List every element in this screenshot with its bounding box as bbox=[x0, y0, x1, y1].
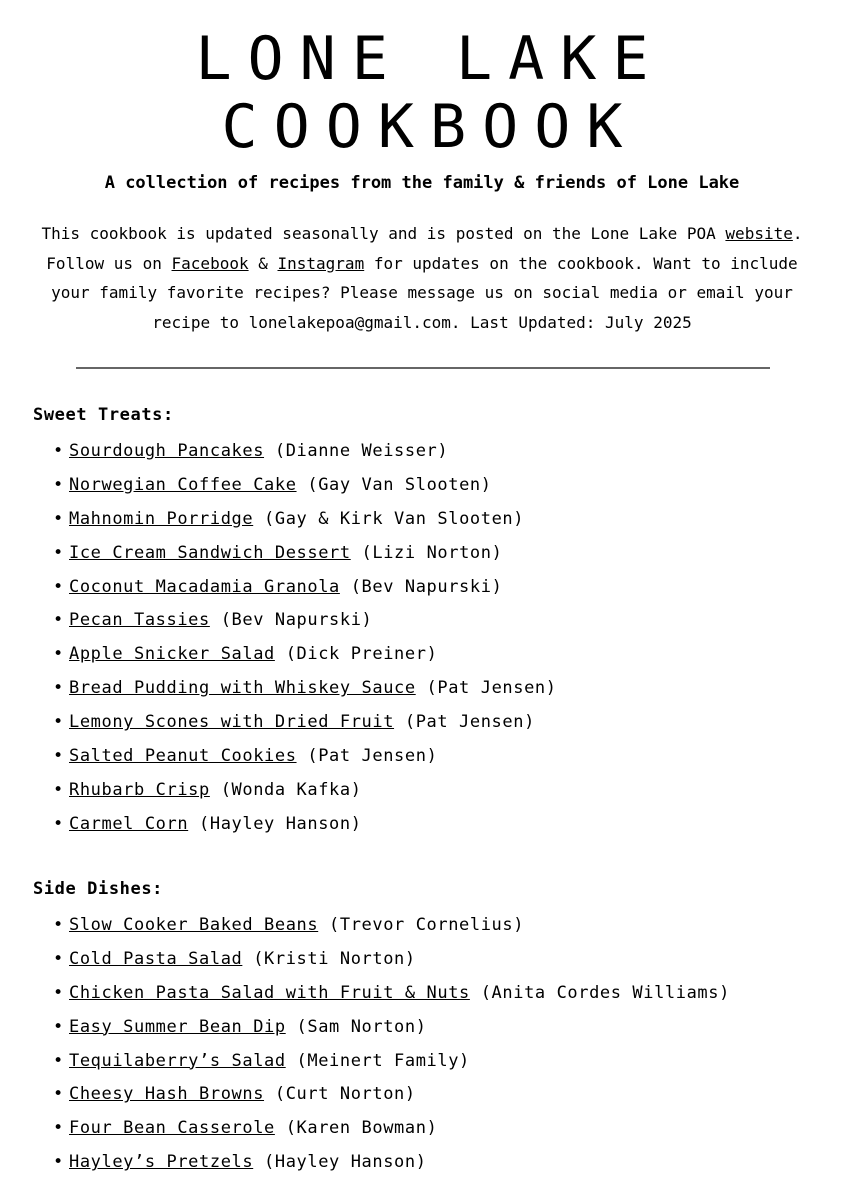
recipe-author: (Anita Cordes Williams) bbox=[469, 982, 730, 1003]
list-item bbox=[47, 674, 557, 708]
list-item bbox=[47, 1013, 730, 1047]
recipe-link[interactable]: Mahnomin Porridge bbox=[69, 508, 254, 529]
recipe-link[interactable]: Tequilaberry’s Salad bbox=[69, 1050, 286, 1071]
bullet-icon: • bbox=[53, 813, 64, 834]
list-item bbox=[47, 471, 557, 505]
list-item bbox=[47, 1148, 730, 1182]
recipe-author: (Dianne Weisser) bbox=[264, 441, 449, 461]
recipe-author: (Curt Norton) bbox=[264, 1084, 416, 1105]
recipe-author: (Hayley Hanson) bbox=[188, 813, 362, 834]
recipe-link[interactable]: Easy Summer Bean Dip bbox=[69, 1016, 286, 1037]
list-item bbox=[47, 539, 557, 573]
instagram-link[interactable]: Instagram bbox=[277, 253, 365, 273]
list-item bbox=[47, 606, 557, 640]
recipe-list-side-dishes bbox=[47, 911, 730, 1182]
recipe-author: (Karen Bowman) bbox=[274, 1118, 438, 1139]
bullet-icon: • bbox=[53, 576, 64, 597]
recipe-link[interactable]: Four Bean Casserole bbox=[69, 1118, 275, 1139]
recipe-link[interactable]: Slow Cooker Baked Beans bbox=[69, 915, 319, 935]
recipe-author: (Bev Napurski) bbox=[209, 610, 373, 631]
bullet-icon: • bbox=[53, 1118, 64, 1139]
recipe-link[interactable]: Salted Peanut Cookies bbox=[69, 746, 297, 767]
recipe-author: (Wonda Kafka) bbox=[209, 779, 362, 800]
section-heading-sweet-treats: Sweet Treats: bbox=[33, 405, 174, 425]
recipe-author: (Hayley Hanson) bbox=[253, 1152, 427, 1173]
list-item bbox=[47, 742, 557, 776]
recipe-author: (Pat Jensen) bbox=[415, 678, 557, 699]
bullet-icon: • bbox=[53, 746, 64, 767]
list-item bbox=[47, 979, 730, 1013]
list-item bbox=[47, 776, 557, 810]
list-item bbox=[47, 1080, 730, 1114]
bullet-icon: • bbox=[53, 1084, 64, 1105]
section-heading-side-dishes: Side Dishes: bbox=[33, 879, 164, 899]
intro-text-3: & bbox=[248, 253, 278, 273]
website-link[interactable]: website bbox=[725, 224, 793, 243]
bullet-icon: • bbox=[53, 474, 64, 495]
bullet-icon: • bbox=[53, 915, 64, 935]
recipe-link[interactable]: Sourdough Pancakes bbox=[69, 441, 265, 461]
list-item bbox=[47, 573, 557, 607]
bullet-icon: • bbox=[53, 948, 64, 969]
recipe-author: (Trevor Cornelius) bbox=[318, 915, 525, 935]
bullet-icon: • bbox=[53, 1016, 64, 1037]
recipe-link[interactable]: Cold Pasta Salad bbox=[69, 948, 243, 969]
facebook-link[interactable]: Facebook bbox=[171, 253, 249, 273]
list-item bbox=[47, 911, 730, 945]
bullet-icon: • bbox=[53, 1152, 64, 1173]
recipe-link[interactable]: Chicken Pasta Salad with Fruit & Nuts bbox=[69, 982, 470, 1003]
bullet-icon: • bbox=[53, 644, 64, 665]
bullet-icon: • bbox=[53, 1050, 64, 1071]
page-title-line-1: LONE LAKE bbox=[195, 24, 665, 94]
recipe-author: (Dick Preiner) bbox=[274, 644, 438, 665]
list-item bbox=[47, 1047, 730, 1081]
bullet-icon: • bbox=[53, 508, 64, 529]
recipe-author: (Bev Napurski) bbox=[339, 576, 503, 597]
recipe-link[interactable]: Hayley’s Pretzels bbox=[69, 1152, 254, 1173]
list-item bbox=[47, 640, 557, 674]
recipe-author: (Sam Norton) bbox=[285, 1016, 427, 1037]
recipe-author: (Gay Van Slooten) bbox=[296, 474, 492, 495]
recipe-link[interactable]: Carmel Corn bbox=[69, 813, 189, 834]
intro-text-1: This cookbook is updated seasonally and is posted on the Lone Lake POA bbox=[41, 224, 726, 243]
recipe-author: (Meinert Family) bbox=[285, 1050, 470, 1071]
bullet-icon: • bbox=[53, 779, 64, 800]
list-item bbox=[47, 505, 557, 539]
recipe-link[interactable]: Ice Cream Sandwich Dessert bbox=[69, 542, 351, 563]
list-item bbox=[47, 810, 557, 844]
bullet-icon: • bbox=[53, 610, 64, 631]
recipe-link[interactable]: Coconut Macadamia Granola bbox=[69, 576, 340, 597]
bullet-icon: • bbox=[53, 542, 64, 563]
bullet-icon: • bbox=[53, 441, 64, 461]
list-item bbox=[47, 945, 730, 979]
recipe-author: (Pat Jensen) bbox=[394, 712, 535, 733]
recipe-link[interactable]: Lemony Scones with Dried Fruit bbox=[69, 712, 395, 733]
bullet-icon: • bbox=[53, 712, 64, 733]
bullet-icon: • bbox=[53, 678, 64, 699]
page-title-line-2: COOKBOOK bbox=[221, 92, 639, 162]
recipe-author: (Pat Jensen) bbox=[296, 746, 438, 767]
recipe-link[interactable]: Bread Pudding with Whiskey Sauce bbox=[69, 678, 416, 699]
recipe-link[interactable]: Norwegian Coffee Cake bbox=[69, 474, 297, 495]
intro-text-4: for updates on the cookbook. Want to include your family favorite recipes? Please message us on social media or email your recipe to lonelakepoa@gmail.com. Last Updated: July 2025 bbox=[51, 253, 798, 332]
recipe-author: (Lizi Norton) bbox=[350, 542, 503, 563]
recipe-link[interactable]: Pecan Tassies bbox=[69, 610, 210, 631]
divider bbox=[76, 367, 770, 369]
bullet-icon: • bbox=[53, 982, 64, 1003]
recipe-link[interactable]: Cheesy Hash Browns bbox=[69, 1084, 265, 1105]
recipe-author: (Kristi Norton) bbox=[242, 948, 416, 969]
page-subtitle: A collection of recipes from the family & friends of Lone Lake bbox=[104, 173, 740, 193]
recipe-link[interactable]: Rhubarb Crisp bbox=[69, 779, 210, 800]
list-item bbox=[47, 437, 557, 471]
recipe-list-sweet-treats bbox=[47, 437, 557, 844]
intro-paragraph bbox=[24, 219, 820, 337]
recipe-link[interactable]: Apple Snicker Salad bbox=[69, 644, 275, 665]
intro-text-2: . Follow us on bbox=[46, 224, 803, 273]
list-item bbox=[47, 708, 557, 742]
recipe-author: (Gay & Kirk Van Slooten) bbox=[253, 508, 525, 529]
list-item bbox=[47, 1114, 730, 1148]
